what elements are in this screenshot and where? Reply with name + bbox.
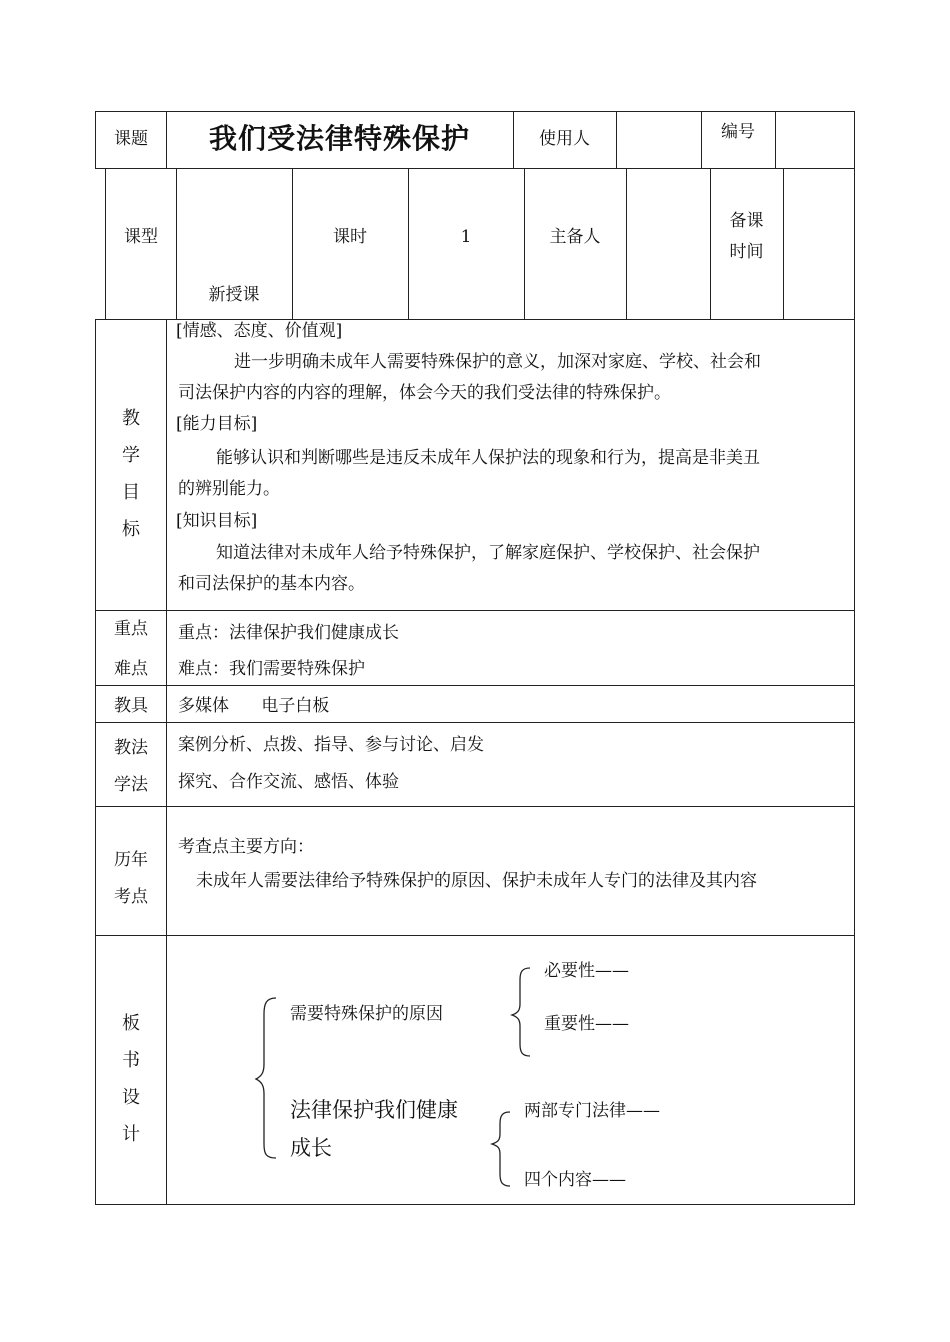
difficulty-label: 难点: [114, 659, 148, 679]
board-reason: 需要特殊保护的原因: [290, 1004, 443, 1024]
exam-label: 历年: [114, 850, 148, 870]
board-necessity: 必要性——: [544, 961, 629, 981]
emotion-goal-text: 进一步明确未成年人需要特殊保护的意义，加深对家庭、学校、社会和: [234, 352, 761, 372]
hours-label: 课时: [333, 227, 367, 247]
methods-label: 教法: [114, 738, 148, 758]
tools-value: 多媒体 电子白板: [178, 696, 330, 716]
knowledge-goal-text: 知道法律对未成年人给予特殊保护，了解家庭保护、学校保护、社会保护: [216, 543, 760, 563]
methods-text: 案例分析、点拨、指导、参与讨论、启发: [178, 735, 484, 755]
board-law-title: 成长: [290, 1136, 332, 1160]
exam-content: 未成年人需要法律给予特殊保护的原因、保护未成年人专门的法律及其内容: [196, 871, 757, 891]
number-label: 编号: [721, 122, 755, 142]
type-value: 新授课: [208, 285, 260, 305]
topic-title: 我们受法律特殊保护: [208, 122, 470, 155]
hours-value: 1: [460, 227, 472, 247]
methods-text: 探究、合作交流、感悟、体验: [178, 772, 399, 792]
prep-time-label: 时间: [729, 242, 764, 262]
keypoint-text: 重点：法律保护我们健康成长: [178, 623, 399, 643]
knowledge-goal-text: 和司法保护的基本内容。: [178, 574, 365, 594]
goals-label: 教 学 目 标: [122, 408, 140, 540]
methods-label: 学法: [114, 775, 148, 795]
prep-time-label: 备课: [729, 211, 764, 231]
knowledge-goal-heading: [知识目标]: [176, 511, 258, 531]
difficulty-text: 难点：我们需要特殊保护: [178, 659, 365, 679]
ability-goal-text: 的辨别能力。: [178, 479, 280, 499]
type-label: 课型: [124, 227, 158, 247]
tools-label: 教具: [114, 696, 148, 716]
preparer-label: 主备人: [549, 227, 601, 247]
board-importance: 重要性——: [544, 1014, 629, 1034]
emotion-goal-text: 司法保护内容的内容的理解，体会今天的我们受法律的特殊保护。: [178, 383, 671, 403]
ability-goal-text: 能够认识和判断哪些是违反未成年人保护法的现象和行为，提高是非美丑: [216, 448, 760, 468]
keypoint-label: 重点: [114, 619, 148, 639]
exam-label: 考点: [114, 887, 148, 907]
brace-icon: [492, 1112, 510, 1186]
brace-icon: [512, 968, 530, 1056]
board-two-laws: 两部专门法律——: [524, 1101, 660, 1121]
board-law-title: 法律保护我们健康: [290, 1098, 458, 1122]
topic-label: 课题: [114, 129, 148, 149]
user-label: 使用人: [539, 129, 590, 149]
board-design-label: 板 书 设 计: [122, 1013, 140, 1145]
ability-goal-heading: [能力目标]: [176, 414, 258, 434]
emotion-goal-heading: [情感、态度、价值观]: [176, 321, 343, 341]
board-four-contents: 四个内容——: [524, 1170, 626, 1190]
brace-icon: [256, 998, 276, 1158]
exam-heading: 考查点主要方向：: [178, 837, 314, 857]
